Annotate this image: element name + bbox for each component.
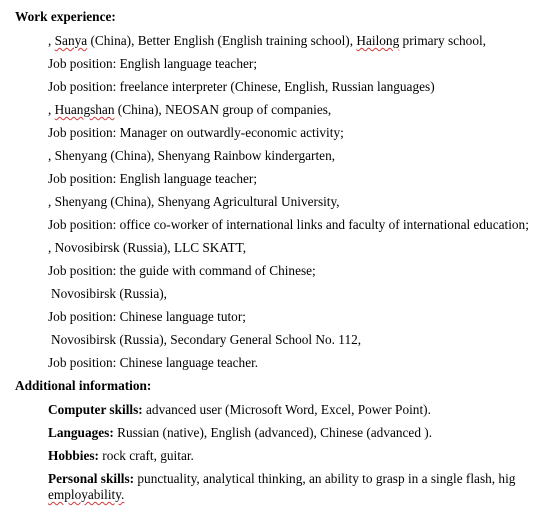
job-entry-line: Novosibirsk (Russia), (51, 286, 167, 301)
additional-info-heading: Additional information: (15, 378, 152, 393)
job-position-line: Job position: the guide with command of Chinese; (48, 263, 316, 278)
job-entry-line: , Shenyang (China), Shenyang Agricultural University, (48, 194, 340, 209)
personal-skills-line (48, 471, 515, 487)
hobbies-value: rock craft, guitar. (98, 448, 194, 463)
job-entry-sanya: , Sanya (China), Better English (English training school), Hailong primary school, (48, 33, 486, 48)
hobbies-line (48, 448, 194, 464)
computer-skills-value: advanced user (Microsoft Word, Excel, Power Point). (142, 402, 431, 417)
job-entry-line: , Novosibirsk (Russia), LLC SKATT, (48, 240, 247, 255)
languages-value: Russian (native), English (advanced), Chinese (advanced ). (113, 425, 433, 440)
job-entry-huangshan: , Huangshan (China), NEOSAN group of companies, (48, 102, 332, 117)
job-position-line: Job position: English language teacher; (48, 56, 258, 71)
job-position-line: Job position: English language teacher; (48, 171, 258, 186)
job-position-line: Job position: freelance interpreter (Chinese, English, Russian languages) (48, 79, 435, 94)
job-entry-line: , Shenyang (China), Shenyang Rainbow kindergarten, (48, 148, 336, 163)
clipped-previous-line (12, 0, 292, 4)
computer-skills-line (48, 402, 431, 418)
personal-skills-label: Personal skills: (48, 471, 135, 486)
job-position-line: Job position: office co-worker of international links and faculty of international education; (48, 217, 529, 232)
job-position-line: Job position: Chinese language tutor; (48, 309, 246, 324)
spellcheck-word: employability. (48, 487, 125, 502)
work-experience-heading: Work experience: (15, 9, 116, 24)
clipped-text-fragment (12, 0, 15, 4)
spellcheck-word: Hailong (356, 33, 400, 48)
job-position-line: Job position: Chinese language teacher. (48, 355, 259, 370)
job-entry-line: Novosibirsk (Russia), Secondary General School No. 112, (51, 332, 362, 347)
hobbies-label: Hobbies: (48, 448, 99, 463)
personal-skills-value: punctuality, analytical thinking, an ability to grasp in a single flash, hig (134, 471, 516, 486)
spellcheck-word: Huangshan (54, 102, 115, 117)
languages-line (48, 425, 432, 441)
personal-skills-continuation (48, 487, 124, 503)
languages-label: Languages: (48, 425, 114, 440)
computer-skills-label: Computer skills: (48, 402, 143, 417)
job-position-line: Job position: Manager on outwardly-economic activity; (48, 125, 344, 140)
spellcheck-word: Sanya (54, 33, 88, 48)
